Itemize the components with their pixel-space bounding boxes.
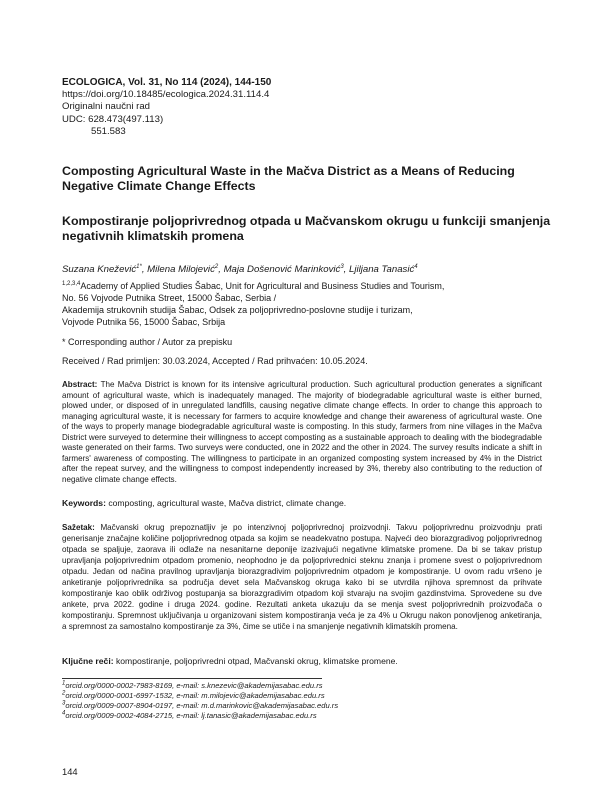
keywords-label: Keywords: [62, 498, 106, 508]
keywords-english [62, 498, 542, 509]
affiliation-line: Akademija strukovnih studija Šabac, Odsek za poljoprivredno-poslovne studije i turizam, [62, 305, 413, 315]
sazetak-text: Mačvanski okrug prepoznatljiv je po intenzivnoj poljoprivrednoj proizvodnji. Takvu poljoprivrednu proizvodnju prati generisanje značajne količine poljoprivrednog otpada sa kojim se neadekvatno postupa. Najveći deo biorazgradivog poljoprivrednog otpada se spaljuje, zaorava ili odlaže na nesanitarne deponije izazivajući negativne klimatske promene. Da bi se takav pristup upravljanja poljoprivrednim otpadom promenio, neophodno je da poljoprivrednici steknu znanja i promene svest o poljoprivrednom otpadu. Jedan od načina pravilnog upravljanja biorazgradivim poljoprivrednim otpadom je kompostiranje. U ovom radu vršeno je anketiranje poljoprivrednika sa područja devet sela Mačvanskog okruga kako bi se utvrdila njihova spremnost da prihvate kompostiranje kao oblik održivog postupanja sa biorazgradivim otpadom koji stvaraju na svojim gazdinstvima. Sprovedene su dve ankete, prva 2022. godine i druga 2024. godine. Rezultati anketa ukazuju da se menja svest poljoprivrednih proizvođača o kompostiranju. Spremnost uključivanja u organizovani sistem kompostiranja veća je za 4% u Okrugu nakon ponovljenog anketiranja, a spremnost za samostalno kompostiranje za 3%, čime se utiče i na smanjenje negativnih klimatskih promena. [62, 523, 542, 632]
footnote-text: orcid.org/0009-0002-4084-2715, e-mail: lj.tanasic@akademijasabac.edu.rs [65, 711, 317, 720]
footnote [62, 711, 322, 721]
udc-code: UDC: 628.473(497.113) [62, 113, 164, 125]
title-english: Composting Agricultural Waste in the Mačva District as a Means of Reducing Negative Climate Change Effects [62, 164, 515, 193]
author-sup: 1* [136, 263, 142, 270]
abstract-english [62, 380, 542, 485]
footnote-text: orcid.org/0009-0007-8904-0197, e-mail: m.d.marinkovic@akademijasabac.edu.rs [65, 701, 339, 710]
sazetak-label: Sažetak: [62, 523, 95, 532]
page-number: 144 [62, 766, 78, 777]
affiliation-line: No. 56 Vojvode Putnika Street, 15000 Šabac, Serbia / [62, 293, 277, 303]
footnote-sup: 1 [62, 680, 66, 687]
author-name: Milena Milojević [147, 264, 215, 275]
author-name: Ljiljana Tanasić [349, 264, 415, 275]
doi-link[interactable]: https://doi.org/10.18485/ecologica.2024.31.114.4 [62, 89, 270, 101]
journal-citation: ECOLOGICA, Vol. 31, No 114 (2024), 144-150 [62, 77, 272, 88]
article-type: Originalni naučni rad [62, 101, 150, 113]
title-serbian: Kompostiranje poljoprivrednog otpada u Mačvanskom okrugu u funkciji smanjenja negativnih klimatskih promena [62, 214, 551, 243]
author-list: Suzana Knežević$^{1*}$, Milena Milojević$^2$, Maja Došenović Marinković$^3$, Ljiljana Tanasić$^4$ [62, 263, 418, 275]
footnote [62, 690, 325, 701]
footnote [62, 681, 322, 691]
footnote-sup: 2 [62, 690, 66, 697]
footnote-sup: 4 [62, 710, 66, 717]
author-name: Maja Došenović Marinković [223, 264, 341, 275]
footnote-text: orcid.org/0000-0002-7983-8169, e-mail: s.knezevic@akademijasabac.edu.rs [65, 681, 323, 690]
keywords-text: composting, agricultural waste, Mačva district, climate change. [108, 498, 347, 508]
keywords-serbian [62, 656, 542, 667]
kljucne-label: Ključne reči: [62, 656, 114, 666]
affiliation-line: Academy of Applied Studies Šabac, Unit for Agricultural and Business Studies and Tourism, [80, 281, 445, 291]
affiliation-line: Vojvode Putnika 56, 15000 Šabac, Srbija [62, 317, 226, 327]
footnote-sup: 3 [62, 700, 66, 707]
author-name: Suzana Knežević [62, 264, 137, 275]
footnote [62, 700, 339, 711]
author-sup: 3 [340, 263, 344, 270]
abstract-serbian [62, 522, 542, 632]
received-accepted-dates: Received / Rad primljen: 30.03.2024, Accepted / Rad prihvaćen: 10.05.2024. [62, 356, 368, 366]
journal-header [62, 77, 271, 138]
author-sup: 4 [414, 263, 418, 270]
footnotes [62, 678, 339, 721]
footnote-text: orcid.org/0000-0001-6997-1532, e-mail: m.milojevic@akademijasabac.edu.rs [65, 691, 325, 700]
author-sup: 2 [214, 263, 219, 270]
kljucne-text: kompostiranje, poljoprivredni otpad, Mačvanski okrug, klimatske promene. [115, 656, 398, 666]
udc-code-secondary: 551.583 [91, 125, 126, 137]
abstract-label: Abstract: [62, 380, 98, 389]
affiliation-sup: 1,2,3,4 [62, 281, 81, 287]
abstract-text: The Mačva District is known for its intensive agricultural production. Such agricultural production generates a significant amount of agricultural waste, which is inadequately managed. The majority of biodegradable agricultural waste is either burned, plowed under, or disposed of in unregulated landfills, causing negative climate change effects. In order to change this approach to managing agricultural waste, it is necessary for farmers to acquire knowledge and change their awareness of agricultural waste. One of the ways to properly manage biodegradable agricultural waste is composting. In this study, farmers from nine villages in the Mačva District were surveyed to determine their willingness to accept composting as a sustainable approach to dealing with the biodegradable waste generated on their farms. Two surveys were conducted, one in 2022 and the other in 2024. The survey results indicate a shift in farmers' awareness of composting. The willingness to participate in an organized composting system increased by 4% in the District after the repeat survey, and the willingness to compost independently increased by 3%, thereby also contributing to the reduction of negative climate change effects. [62, 380, 542, 484]
corresponding-author-note: * Corresponding author / Autor za prepisku [62, 337, 233, 347]
affiliation [62, 280, 542, 328]
